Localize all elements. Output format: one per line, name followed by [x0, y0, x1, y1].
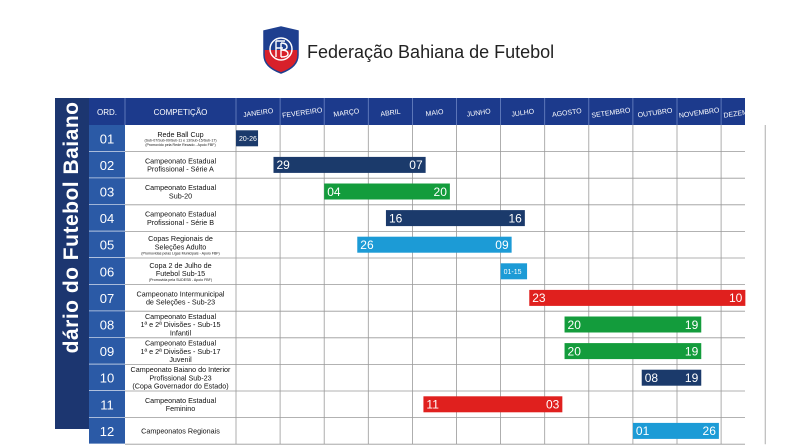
bar-start-label: 20	[567, 344, 581, 359]
competition-name: Campeonato Estadual	[144, 311, 217, 321]
header-competicao: COMPETIÇÃO	[153, 108, 208, 117]
bar-start-label: 26	[360, 238, 374, 253]
header-month: ABRIL	[380, 108, 402, 119]
bar-start-label: 20-26	[239, 135, 257, 143]
gantt-bar	[565, 317, 702, 333]
header-month: DEZEMBRO	[723, 107, 764, 120]
competition-name: (Promovidas pelas Ligas Municipais - Apoio FBF)	[141, 251, 220, 256]
header-month: JULHO	[511, 108, 535, 119]
bar-end-label: 20	[433, 184, 447, 199]
calendar-grid	[89, 98, 764, 439]
gantt-bar	[357, 237, 511, 253]
bar-start-label: 20	[567, 317, 581, 332]
gantt-bar	[529, 290, 745, 306]
header-month: SETEMBRO	[591, 107, 632, 120]
gantt-bar	[324, 184, 450, 200]
bar-end-label: 26	[702, 424, 716, 439]
bar-start-label: 04	[327, 184, 341, 199]
competition-name: (Promovida pela SUDESB - Apoio FBF)	[148, 277, 213, 282]
bar-end-label: 03	[545, 397, 560, 412]
fbf-logo-icon	[263, 27, 299, 73]
competition-name: Feminino	[165, 404, 196, 414]
row-number: 05	[99, 237, 115, 253]
header-ord: ORD.	[97, 108, 117, 117]
bar-start-label: 11	[426, 397, 439, 412]
competition-name: Profissional Sub-23	[149, 373, 212, 383]
competition-name: Campeonato Estadual	[144, 156, 217, 166]
header-month: FEVEREIRO	[281, 107, 323, 120]
competition-name: Infantil	[169, 328, 192, 338]
competition-name: Profissional - Série A	[147, 164, 214, 174]
competition-name: (Promovido pela Rede Recado - Apoio FBF)	[145, 142, 216, 147]
row-number: 03	[99, 184, 115, 200]
bar-start-label: 01	[635, 424, 650, 439]
row-number: 10	[99, 370, 115, 386]
competition-name: (Sub-07/Sub-09/Sub-11 e 13/Sub-15/Sub-17)	[144, 138, 217, 143]
header-month: OUTUBRO	[637, 107, 673, 120]
competition-name: (Copa Governador do Estado)	[132, 381, 229, 391]
header-month: AGOSTO	[551, 107, 583, 120]
header-month: MAIO	[425, 108, 445, 119]
competition-name: Campeonatos Regionais	[141, 426, 220, 436]
bar-end-label: 19	[684, 317, 699, 332]
competition-name: de Seleções - Sub-23	[145, 297, 216, 307]
bar-start-label: 16	[388, 211, 403, 226]
page-header	[0, 0, 800, 95]
bar-end-label: 07	[409, 158, 423, 173]
competition-name: Juvenil	[169, 355, 192, 365]
header-month: JANEIRO	[242, 107, 274, 120]
competition-name: 1ª e 2ª Divisões - Sub-15	[140, 320, 221, 330]
row-number: 02	[99, 157, 115, 173]
gantt-bar	[423, 396, 562, 412]
competition-name: Copa 2 de Julho de	[149, 260, 212, 270]
gantt-bar	[565, 343, 702, 359]
competition-name: Campeonato Baiano do Interior	[130, 365, 231, 375]
competition-name: Campeonato Estadual	[144, 395, 217, 405]
bar-end-label: 09	[495, 238, 509, 253]
side-banner	[55, 32, 89, 429]
row-number: 06	[99, 264, 115, 280]
competition-name: Campeonato Intermunicipal	[136, 289, 225, 299]
gantt-bar	[273, 157, 425, 173]
bar-start-label: 29	[276, 158, 290, 173]
bar-end-label: 19	[684, 371, 699, 386]
bar-start-label: 23	[532, 291, 546, 306]
competition-name: Copas Regionais de	[148, 234, 213, 244]
row-number: 09	[99, 344, 115, 360]
competition-name: Futebol Sub-15	[155, 269, 206, 279]
row-number: 04	[99, 211, 115, 227]
row-number: 07	[99, 290, 115, 306]
header-month: JUNHO	[466, 108, 492, 119]
calendar-table	[89, 98, 764, 448]
header-month: NOVEMBRO	[678, 107, 720, 120]
bar-start-label: 01-15	[503, 268, 522, 276]
competition-name: Sub-20	[168, 191, 193, 201]
header-month: MARÇO	[333, 108, 360, 119]
competition-name: Campeonato Estadual	[144, 183, 217, 193]
bar-end-label: 19	[684, 344, 699, 359]
bar-end-label: 16	[508, 211, 522, 226]
row-number: 12	[99, 423, 115, 439]
row-number: 11	[100, 397, 114, 413]
competition-name: Campeonato Estadual	[144, 338, 217, 348]
row-number: 08	[99, 317, 115, 333]
competition-name: 1ª e 2ª Divisões - Sub-17	[140, 346, 221, 356]
gantt-bar	[386, 210, 525, 226]
bar-end-label: 10	[728, 291, 743, 306]
competition-name: Seleções Adulto	[154, 242, 207, 252]
competition-name: Campeonato Estadual	[144, 209, 217, 219]
competition-name: Profissional - Série B	[146, 217, 215, 227]
organization-name: Federação Bahiana de Futebol	[307, 42, 555, 62]
calendar-title: dário do Futebol Baiano - 2017	[60, 32, 83, 354]
bar-start-label: 08	[644, 371, 659, 386]
competition-name: Rede Ball Cup	[157, 129, 204, 139]
row-number: 01	[99, 131, 115, 147]
